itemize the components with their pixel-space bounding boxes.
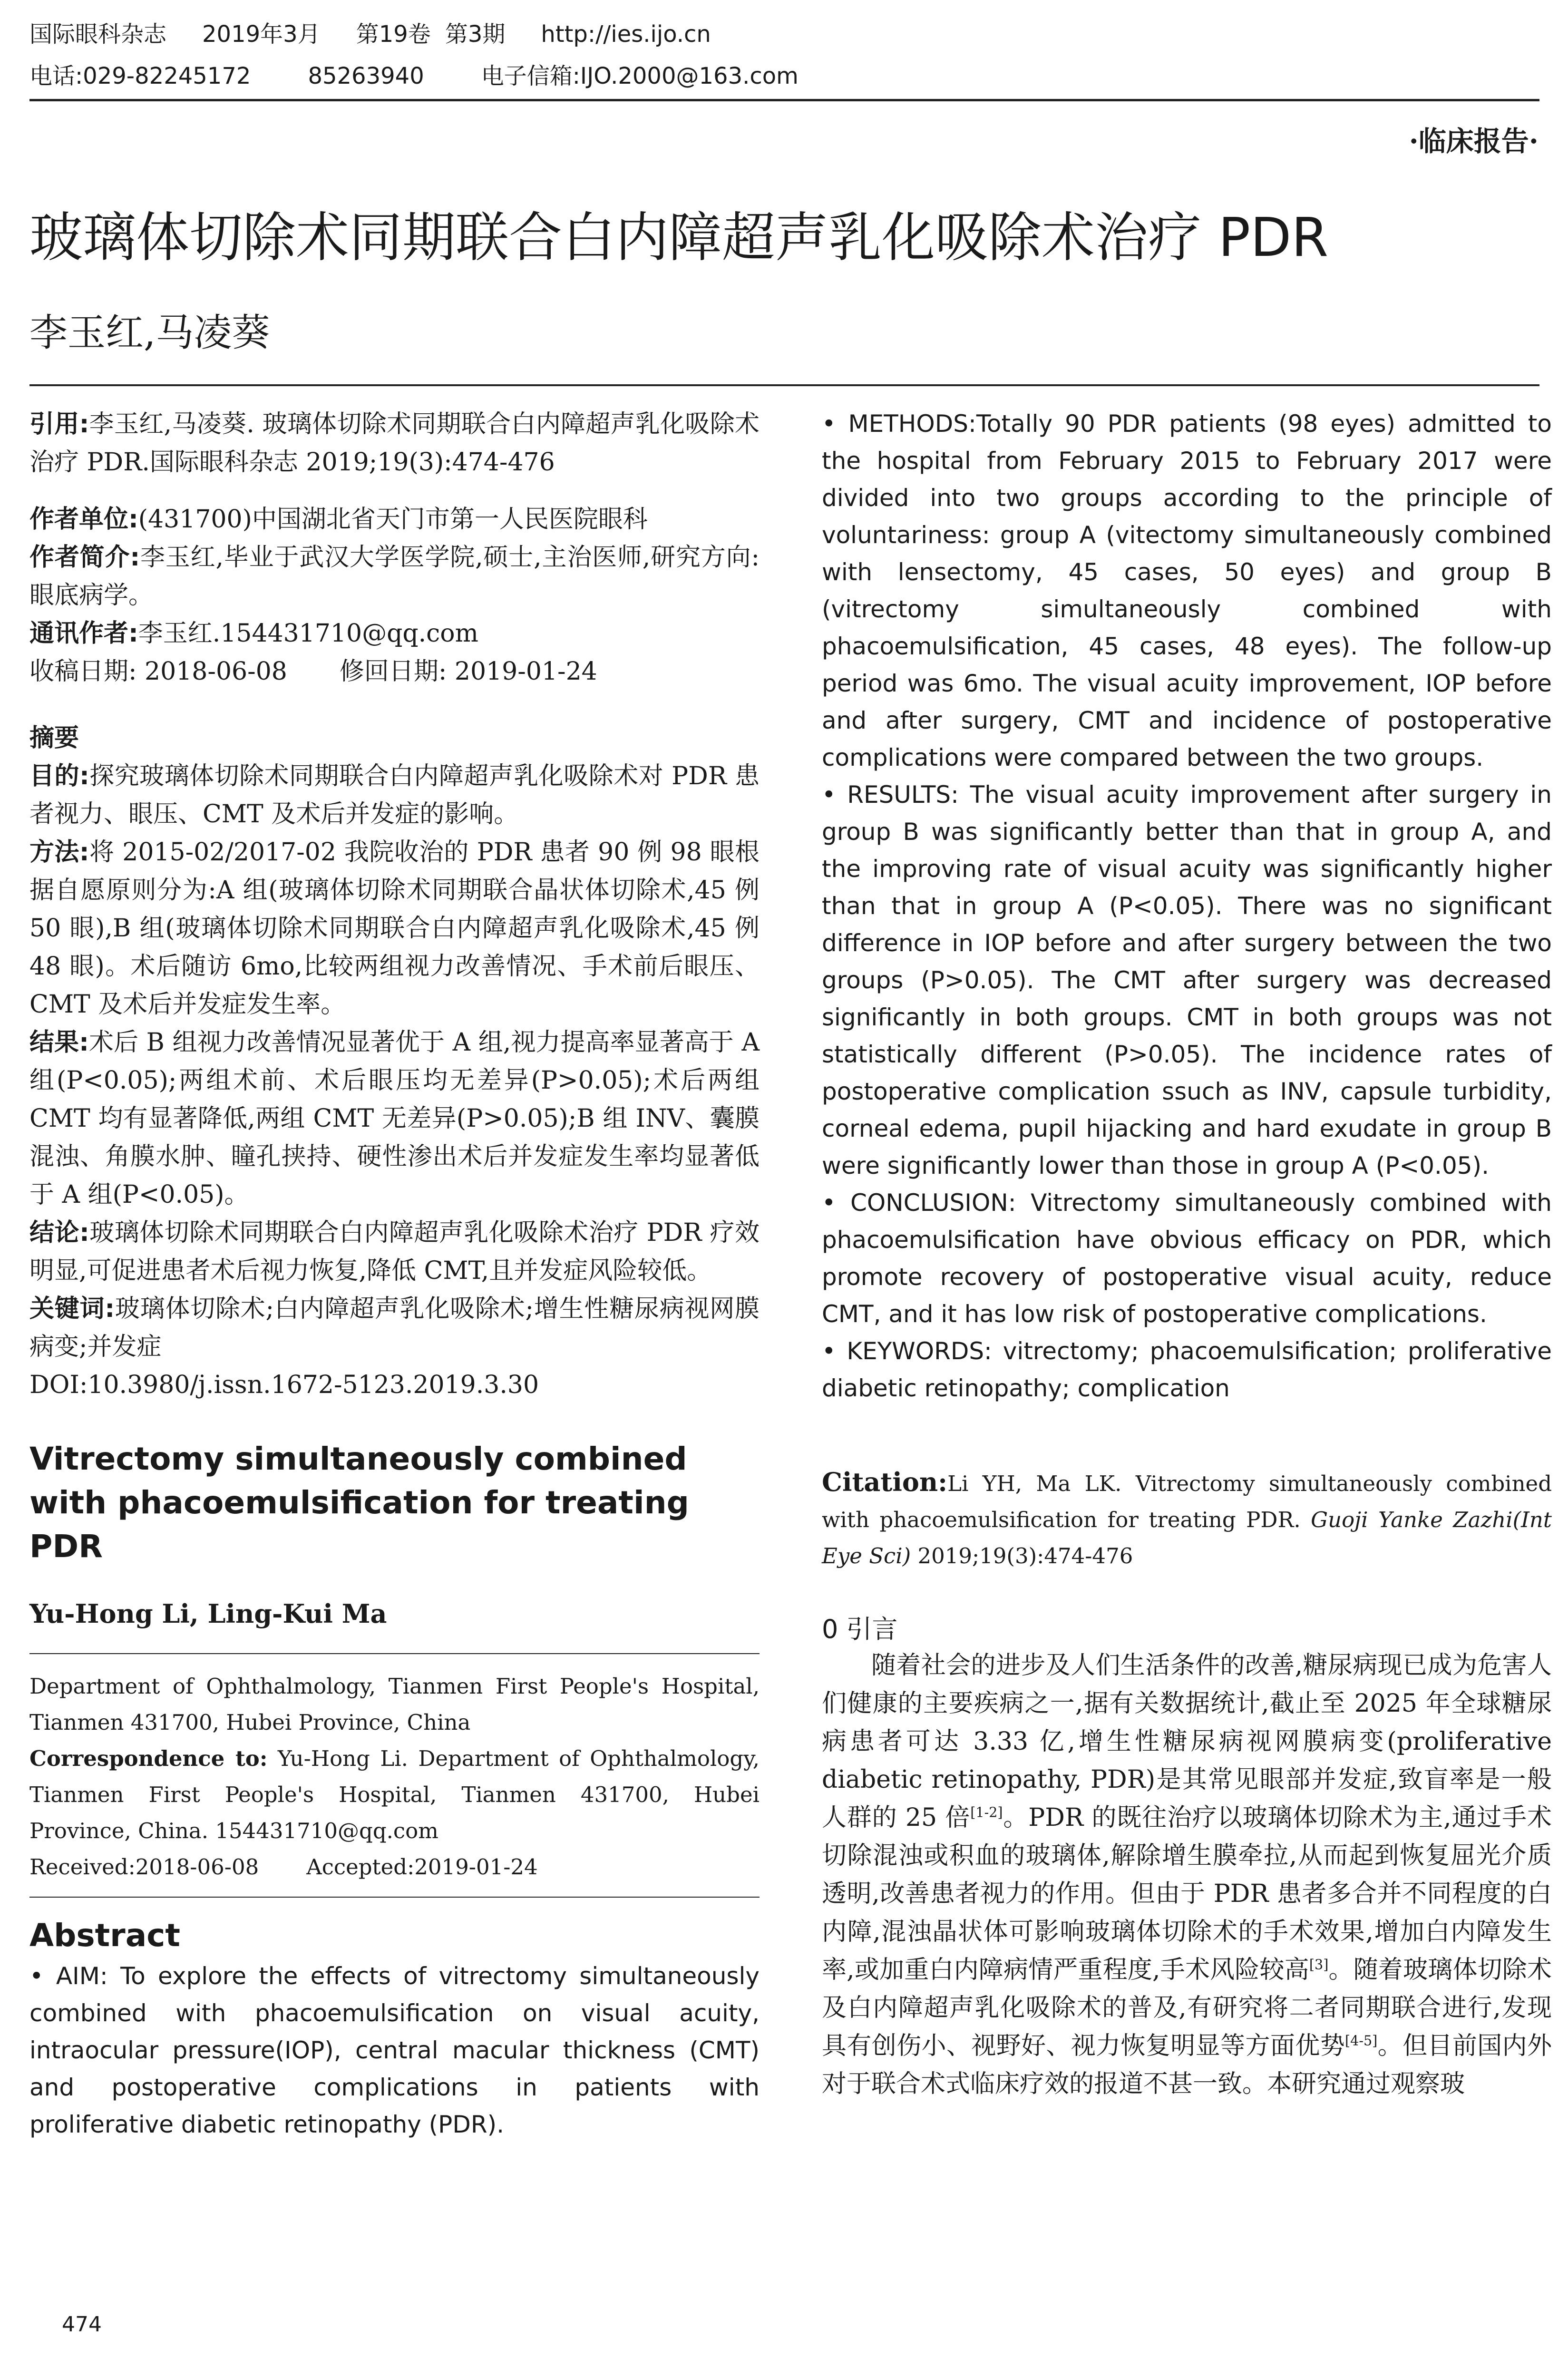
citation-cn-text: 李玉红,马凌葵. 玻璃体切除术同期联合白内障超声乳化吸除术治疗 PDR.国际眼科杂志 2019;19(3):474-476 [29, 410, 760, 477]
title-en: Vitrectomy simultaneously combined with phacoemulsification for treating PDR [29, 1441, 689, 1565]
ref-1-2[interactable]: [1-2] [970, 1804, 1003, 1821]
conclusion-cn: 玻璃体切除术同期联合白内障超声乳化吸除术治疗 PDR 疗效明显,可促进患者术后视力恢复,降低 CMT,且并发症风险较低。 [29, 1218, 760, 1285]
email[interactable]: 电子信箱:IJO.2000@163.com [481, 63, 799, 89]
keywords-cn: 玻璃体切除术;白内障超声乳化吸除术;增生性糖尿病视网膜病变;并发症 [29, 1295, 760, 1361]
author-info-en [29, 1668, 760, 1885]
journal-header-line2 [29, 62, 834, 90]
citation-en-label: Citation: [822, 1467, 948, 1497]
keywords-en: • KEYWORDS: vitrectomy; phacoemulsification; proliferative diabetic retinopathy; complication [822, 1337, 1552, 1402]
citation-en-text: Li YH, Ma LK. Vitrectomy simultaneously combined with phacoemulsification for treating PDR. [822, 1471, 1552, 1532]
phone2: 85263940 [308, 63, 424, 89]
intro-text-4: 。但目前国内外对于联合术式临床疗效的报道不甚一致。本研究通过观察玻 [822, 2032, 1552, 2098]
ref-4-5[interactable]: [4-5] [1344, 2032, 1378, 2049]
en-rule-2 [29, 1897, 760, 1898]
phone: 电话:029-82245172 [29, 63, 251, 89]
methods-cn-label: 方法: [29, 838, 89, 867]
conclusion-cn-label: 结论: [29, 1218, 89, 1247]
journal-url[interactable]: http://ies.ijo.cn [541, 21, 711, 48]
corr-en-label: Correspondence to: [29, 1746, 268, 1771]
ref-3[interactable]: [3] [1309, 1956, 1329, 1973]
citation-en [822, 1464, 1552, 1574]
citation-cn [29, 405, 760, 481]
results-cn-label: 结果: [29, 1028, 89, 1057]
dept-en: Department of Ophthalmology, Tianmen First People's Hospital, Tianmen 431700, Hubei Province, China [29, 1674, 760, 1735]
keywords-cn-label: 关键词: [29, 1295, 115, 1323]
corr-en: Yu-Hong Li. Department of Ophthalmology, Tianmen First People's Hospital, Tianmen 431700, Hubei Province, China. 154431710@qq.com [29, 1746, 760, 1843]
intro-text-1: 随着社会的进步及人们生活条件的改善,糖尿病现已成为危害人们健康的主要疾病之一,据有关数据统计,截止至 2025 年全球糖尿病患者可达 3.33 亿,增生性糖尿病视网膜病变(proliferative diabetic retinopathy, PDR)是其常见眼部并发症,致盲率是一般人群的 25 倍 [822, 1651, 1552, 1832]
corr-email[interactable]: 李玉红.154431710@qq.com [138, 619, 478, 648]
issue-date: 2019年3月 [202, 21, 321, 48]
received-cn: 收稿日期: 2018-06-08 [29, 657, 287, 686]
intro-heading: 0 引言 [822, 1614, 898, 1644]
bio: 李玉红,毕业于武汉大学医学院,硕士,主治医师,研究方向:眼底病学。 [29, 543, 760, 610]
left-column [29, 405, 760, 2143]
abstract-cn [29, 719, 760, 1404]
header-rule [29, 99, 1539, 101]
intro-text-3: 。随着玻璃体切除术及白内障超声乳化吸除术的普及,有研究将二者同期联合进行,发现具有创伤小、视野好、视力恢复明显等方面优势 [822, 1956, 1552, 2060]
doi[interactable]: DOI:10.3980/j.issn.1672-5123.2019.3.30 [29, 1371, 539, 1399]
accepted-en: Accepted:2019-01-24 [306, 1854, 538, 1880]
volume: 第19卷 [356, 21, 431, 48]
results-cn: 术后 B 组视力改善情况显著优于 A 组,视力提高率显著高于 A 组(P<0.05);两组术前、术后眼压均无差异(P>0.05);术后两组 CMT 均有显著降低,两组 CMT 无差异(P>0.05);B 组 INV、囊膜混浊、角膜水肿、瞳孔挟持、硬性渗出术后并发症发生率均显著低于 A 组(P<0.05)。 [29, 1028, 760, 1209]
author-info-cn [29, 500, 760, 691]
abstract-en-heading: Abstract [29, 1917, 180, 1954]
aim-cn-label: 目的: [29, 762, 89, 790]
section-label: ·临床报告· [1409, 125, 1539, 157]
aim-en: • AIM: To explore the effects of vitrectomy simultaneously combined with phacoemulsification on visual acuity, intraocular pressure(IOP), central macular thickness (CMT) and postoperative complications in patients with proliferative diabetic retinopathy (PDR). [29, 1962, 760, 2138]
intro-paragraph [822, 1646, 1552, 2103]
received-en: Received:2018-06-08 [29, 1854, 259, 1880]
aim-cn: 探究玻璃体切除术同期联合白内障超声乳化吸除术对 PDR 患者视力、眼压、CMT 及术后并发症的影响。 [29, 762, 760, 828]
results-en: • RESULTS: The visual acuity improvement after surgery in group B was significantly better than that in group A, and the improving rate of visual acuity was significantly higher than that in group A (P<0.05). There was no significant difference in IOP before and after surgery between the two groups (P>0.05). The CMT after surgery was decreased significantly in both groups. CMT in both groups was not statistically different (P>0.05). The incidence rates of postoperative complication ssuch as INV, capsule turbidity, corneal edema, pupil hijacking and hard exudate in group B were significantly lower than those in group A (P<0.05). [822, 781, 1552, 1179]
title-cn: 玻璃体切除术同期联合白内障超声乳化吸除术治疗 PDR [29, 207, 1329, 269]
intro-text-2: 。PDR 的既往治疗以玻璃体切除术为主,通过手术切除混浊或积血的玻璃体,解除增生膜牵拉,从而起到恢复屈光介质透明,改善患者视力的作用。但由于 PDR 患者多合并不同程度的白内障,混浊晶状体可影响玻璃体切除术的手术效果,增加白内障发生率,或加重白内障病情严重程度,手术风险较高 [822, 1803, 1552, 1984]
unit: (431700)中国湖北省天门市第一人民医院眼科 [138, 505, 648, 534]
citation-cn-label: 引用: [29, 410, 89, 438]
conclusion-en: • CONCLUSION: Vitrectomy simultaneously combined with phacoemulsification have obvious efficacy on PDR, which promote recovery of postoperative visual acuity, reduce CMT, and it has low risk of postoperative complications. [822, 1189, 1552, 1328]
unit-label: 作者单位: [29, 505, 138, 534]
journal-header-line1 [29, 20, 747, 49]
authors-cn: 李玉红,马凌葵 [29, 311, 270, 355]
journal-name: 国际眼科杂志 [29, 21, 167, 48]
issue: 第3期 [445, 21, 506, 48]
right-column [822, 405, 1552, 2103]
authors-en: Yu-Hong Li, Ling-Kui Ma [29, 1598, 387, 1629]
corr-label: 通讯作者: [29, 619, 138, 648]
revised-cn: 修回日期: 2019-01-24 [339, 657, 597, 686]
citation-en-tail: 2019;19(3):474-476 [911, 1543, 1133, 1568]
methods-en: • METHODS:Totally 90 PDR patients (98 eyes) admitted to the hospital from February 2015 to February 2017 were divided into two groups according to the principle of voluntariness: group A (vitectomy simultaneously combined with lensectomy, 45 cases, 50 eyes) and group B (vitrectomy simultaneously combined with phacoemulsification, 45 cases, 48 eyes). The follow-up period was 6mo. The visual acuity improvement, IOP before and after surgery, CMT and incidence of postoperative complications were compared between the two groups. [822, 410, 1552, 771]
abstract-cn-heading: 摘要 [29, 724, 79, 752]
methods-cn: 将 2015-02/2017-02 我院收治的 PDR 患者 90 例 98 眼根据自愿原则分为:A 组(玻璃体切除术同期联合晶状体切除术,45 例 50 眼),B 组(玻璃体切除术同期联合白内障超声乳化吸除术,45 例 48 眼)。术后随访 6mo,比较两组视力改善情况、手术前后眼压、CMT 及术后并发症发生率。 [29, 838, 760, 1019]
page-number: 474 [62, 2312, 102, 2337]
en-rule [29, 1653, 760, 1654]
title-rule [29, 384, 1539, 386]
citation-en-journal: Guoji Yanke Zazhi(Int Eye Sci) [822, 1507, 1552, 1568]
bio-label: 作者简介: [29, 543, 140, 572]
abstract-en-body [822, 405, 1552, 1407]
